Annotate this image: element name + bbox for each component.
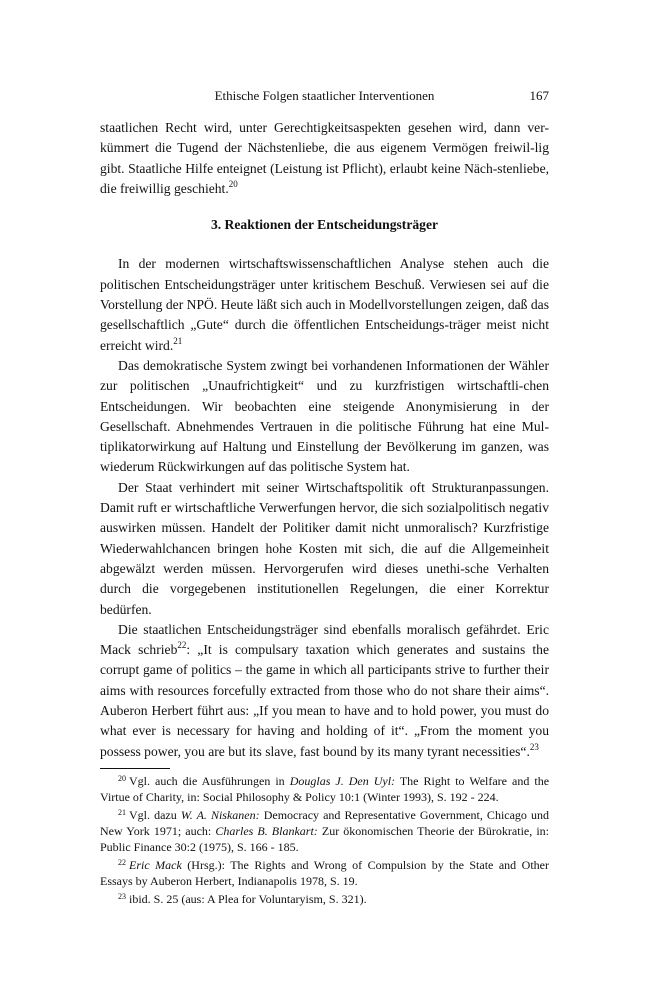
footnote-21: $^{21}$ Vgl. dazu W. A. Niskanen: Democracy and Representative Government, Chicago und New York 1971; auch: Charles B. Blankart: Zur ökonomischen Theorie der Bürokratie, in: Public Finance 30:2 (1975), S. 166 - 185. <box>100 807 550 854</box>
footnote-divider <box>100 768 170 769</box>
section-heading: 3. Reaktionen der Entscheidungsträger <box>210 217 439 233</box>
paragraph-5 <box>100 620 549 762</box>
footnotes <box>100 773 549 907</box>
main-text <box>100 118 549 909</box>
footnote-20: $^{20}$ Vgl. auch die Ausführungen in Douglas J. Den Uyl: The Right to Welfare and the Virtue of Charity, in: Social Philosophy & Policy 10:1 (Winter 1993), S. 192 - 224. <box>100 773 550 804</box>
footnote-author: W. A. Niskanen: <box>180 807 260 822</box>
running-title: Ethische Folgen staatlicher Interventionen <box>214 88 435 103</box>
footnote-author: Charles B. Blankart: <box>215 823 318 838</box>
footnote-ref-21[interactable]: 21 <box>173 335 183 346</box>
paragraph-text: Die staatlichen Entscheidungsträger sind ebenfalls moralisch gefährdet. Eric Mack schrieb <box>100 621 549 658</box>
footnote-22: $^{22}$ Eric Mack (Hrsg.): The Rights and Wrong of Compulsion by the State and Other Essays by Auberon Herbert, Indianapolis 1978, S. 19. <box>100 857 549 888</box>
footnote-23: $^{23}$ ibid. S. 25 (aus: A Plea for Voluntaryism, S. 321). <box>118 891 367 906</box>
footnote-author: Douglas J. Den Uyl: <box>289 773 396 788</box>
paragraph-2 <box>100 254 549 355</box>
paragraph-text: : „It is compulsary taxation which generates and sustains the corrupt game of politics – the game in which all participants strive to further their aims with resources forcefully extracted from those who do not share their aims“. Auberon Herbert führt aus: „If you mean to have and to hold power, you must do what ever is necessary for having and holding of it“. „From the moment you possess power, you are but its slave, fast bound by its many tyrant necessities“. <box>100 642 550 759</box>
footnote-number: 21 <box>118 807 126 817</box>
paragraph-1 <box>100 118 549 199</box>
footnote-author: Eric Mack <box>129 857 182 872</box>
paragraph-text: In der modernen wirtschaftswissenschaftlichen Analyse stehen auch die politischen Entscheidungsträger unter kritischem Beschuß. Verwiesen sei auf die Vorstellung der NPÖ. Heute läßt sich auch in Modellvorstellungen zeigen, daß das gesellschaftlich „Gute“ durch die öffentlichen Entscheidungs-träger meist nicht erreicht wird. <box>100 256 549 353</box>
footnote-ref-20[interactable]: 20 <box>228 178 238 189</box>
page-number: 167 <box>529 88 549 103</box>
footnote-number: 23 <box>118 891 126 901</box>
footnote-number: 20 <box>118 773 126 783</box>
footnote-ref-23[interactable]: 23 <box>529 741 539 752</box>
footnote-number: 22 <box>118 857 126 867</box>
footnote-ref-22[interactable]: 22 <box>177 640 187 651</box>
paragraph-4: Der Staat verhindert mit seiner Wirtschaftspolitik oft Strukturanpassungen. Damit ruft er wirtschaftliche Verwerfungen hervor, die sich sozialpolitisch negativ auswirken müssen. Handelt der Politiker damit nicht unmoralisch? Kurzfristige Wiederwahlchancen bringen hohe Kosten mit sich, die auf die Allgemeinheit abgewälzt werden müssen. Hervorgerufen wird dieses unethi-sche Verhalten durch die vorgegebenen institutionellen Regelungen, die einer Korrektur bedürfen. <box>100 479 549 617</box>
paragraph-text: staatlichen Recht wird, unter Gerechtigkeitsaspekten gesehen wird, dann ver-kümmert die Tugend der Nächstenliebe, die aus eigenem Vermögen freiwil-lig gibt. Staatliche Hilfe enteignet (Leistung ist Pflicht), erlaubt keine Näch-stenliebe, die freiwillig geschieht. <box>100 120 549 196</box>
paragraph-3: Das demokratische System zwingt bei vorhandenen Informationen der Wähler zur politischen „Unaufrichtigkeit“ und zu kurzfristigen wirtschaftli-chen Entscheidungen. Wir beobachten eine steigende Anonymisierung in der Gesellschaft. Abnehmendes Vertrauen in die politische Führung hat eine Mul-tiplikatorwirkung auf Haltung und Einstellung der Bevölkerung im ganzen, was wiederum Rückwirkungen auf das politische System hat. <box>100 357 549 475</box>
